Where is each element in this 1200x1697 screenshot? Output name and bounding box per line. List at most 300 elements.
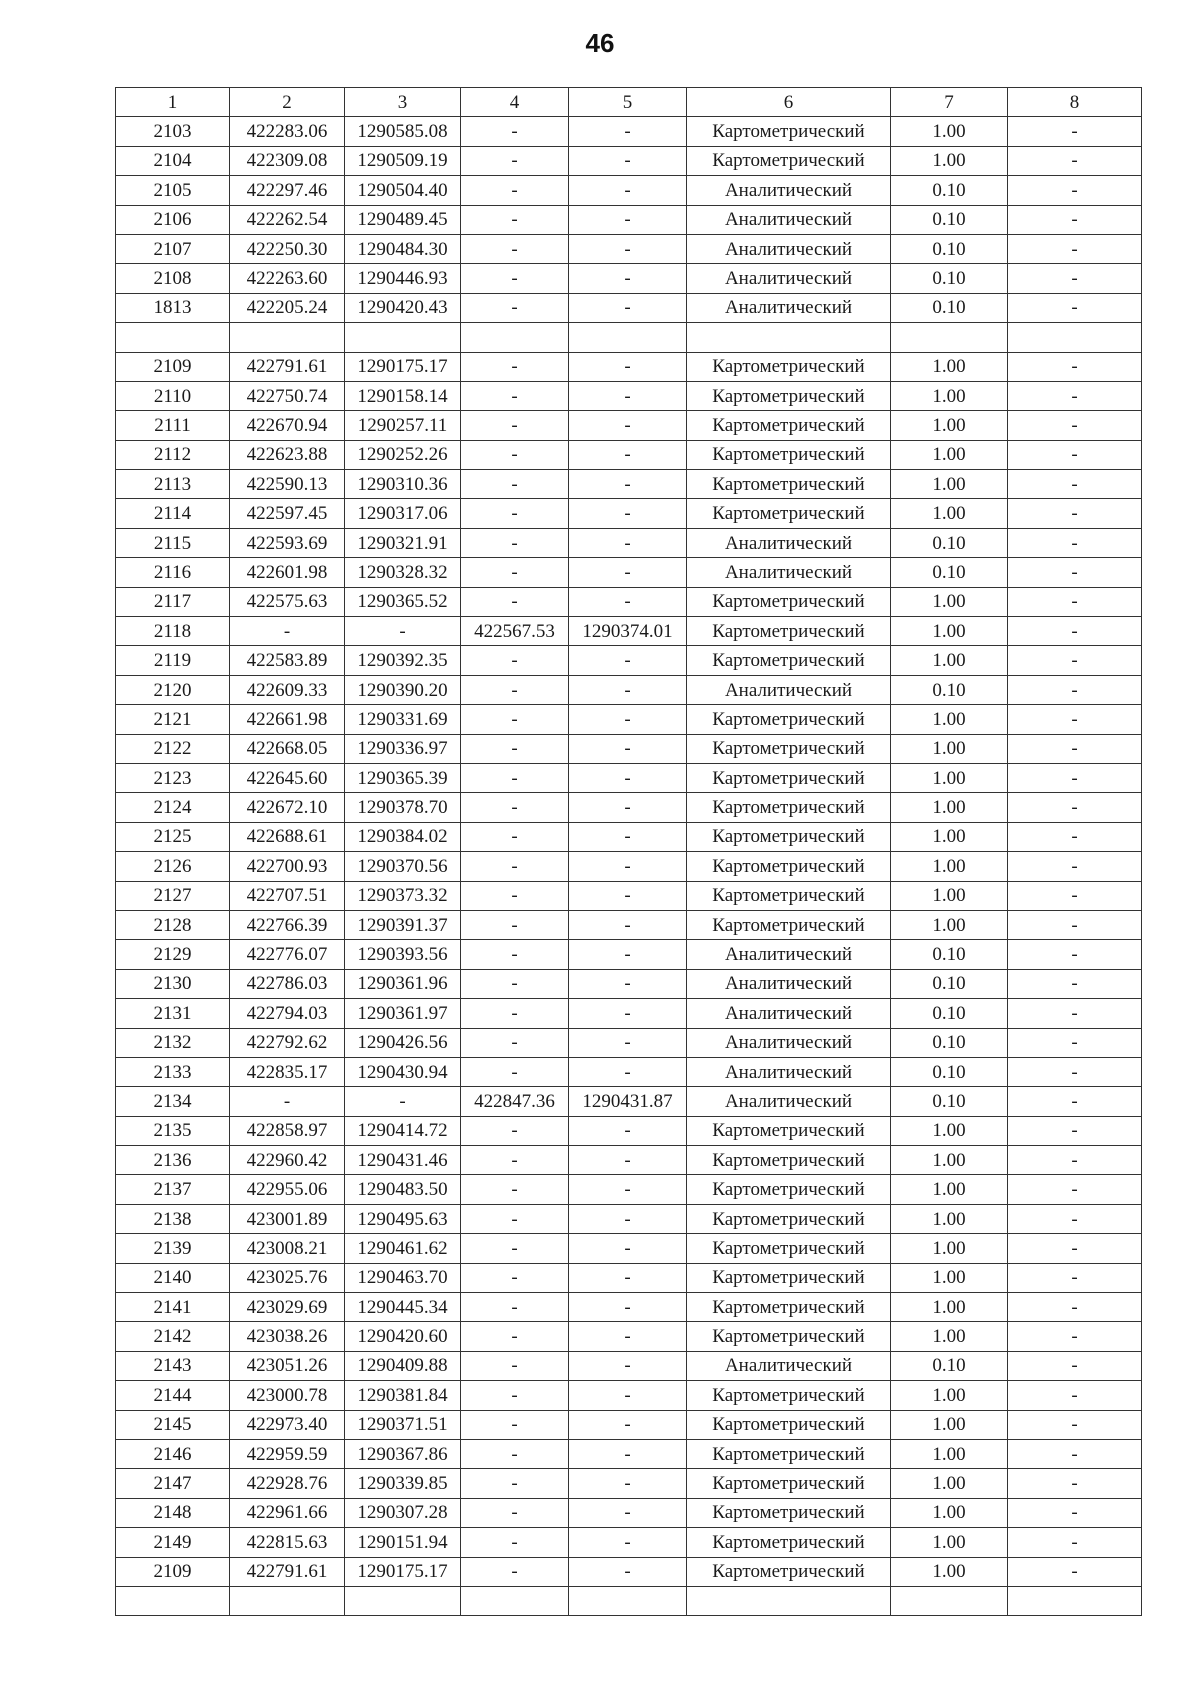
cell-x-coordinate-alt: - [461, 117, 569, 146]
cell-y-coordinate-alt: 1290431.87 [569, 1087, 687, 1116]
table-row [116, 587, 1142, 616]
cell-x-coordinate-alt: - [461, 1028, 569, 1057]
cell-method: Аналитический [687, 1028, 891, 1057]
cell-note: - [1008, 1116, 1142, 1145]
cell-y-coordinate-alt: - [569, 411, 687, 440]
cell-x-coordinate-alt: - [461, 205, 569, 234]
cell-x-coordinate: 422668.05 [230, 734, 345, 763]
cell-x-coordinate-alt: - [461, 705, 569, 734]
cell-y-coordinate-alt: - [569, 558, 687, 587]
cell-x-coordinate: 422623.88 [230, 440, 345, 469]
cell-x-coordinate-alt [461, 1586, 569, 1615]
cell-x-coordinate-alt: - [461, 852, 569, 881]
table-row [116, 675, 1142, 704]
cell-note: - [1008, 1381, 1142, 1410]
table-row [116, 1263, 1142, 1292]
cell-y-coordinate: 1290371.51 [345, 1410, 461, 1439]
cell-y-coordinate: 1290430.94 [345, 1057, 461, 1086]
cell-note: - [1008, 176, 1142, 205]
cell-point-number: 2116 [116, 558, 230, 587]
cell-x-coordinate-alt: - [461, 1175, 569, 1204]
cell-y-coordinate-alt: - [569, 1322, 687, 1351]
cell-point-number: 2119 [116, 646, 230, 675]
cell-method: Картометрический [687, 1293, 891, 1322]
cell-y-coordinate: 1290310.36 [345, 470, 461, 499]
cell-y-coordinate: 1290367.86 [345, 1439, 461, 1468]
table-body [116, 117, 1142, 1616]
cell-method: Аналитический [687, 940, 891, 969]
cell-accuracy: 0.10 [891, 1028, 1008, 1057]
table-row [116, 1028, 1142, 1057]
cell-x-coordinate: 422858.97 [230, 1116, 345, 1145]
cell-method: Аналитический [687, 1351, 891, 1380]
page-number: 46 [585, 28, 615, 58]
column-header: 2 [230, 88, 345, 117]
cell-y-coordinate-alt: - [569, 675, 687, 704]
cell-y-coordinate: 1290391.37 [345, 910, 461, 939]
cell-y-coordinate-alt: - [569, 440, 687, 469]
cell-x-coordinate: 422786.03 [230, 969, 345, 998]
cell-x-coordinate: 422597.45 [230, 499, 345, 528]
cell-note: - [1008, 940, 1142, 969]
cell-x-coordinate: 422960.42 [230, 1146, 345, 1175]
cell-accuracy: 0.10 [891, 1057, 1008, 1086]
cell-accuracy: 1.00 [891, 1381, 1008, 1410]
cell-note: - [1008, 793, 1142, 822]
cell-note: - [1008, 499, 1142, 528]
cell-x-coordinate-alt: - [461, 646, 569, 675]
cell-y-coordinate-alt: - [569, 1469, 687, 1498]
cell-y-coordinate-alt: - [569, 587, 687, 616]
cell-y-coordinate-alt: - [569, 499, 687, 528]
table-row [116, 1586, 1142, 1615]
table-row [116, 1469, 1142, 1498]
cell-note: - [1008, 558, 1142, 587]
table-row [116, 234, 1142, 263]
cell-note: - [1008, 1410, 1142, 1439]
cell-x-coordinate-alt: - [461, 1351, 569, 1380]
cell-point-number: 2109 [116, 352, 230, 381]
cell-method: Картометрический [687, 793, 891, 822]
cell-note: - [1008, 1204, 1142, 1233]
cell-y-coordinate-alt: - [569, 293, 687, 322]
table-row [116, 293, 1142, 322]
cell-accuracy: 0.10 [891, 558, 1008, 587]
cell-y-coordinate-alt: - [569, 1381, 687, 1410]
cell-y-coordinate: 1290378.70 [345, 793, 461, 822]
cell-y-coordinate: 1290426.56 [345, 1028, 461, 1057]
cell-note: - [1008, 1146, 1142, 1175]
table-row [116, 264, 1142, 293]
cell-method: Картометрический [687, 763, 891, 792]
cell-y-coordinate: 1290489.45 [345, 205, 461, 234]
cell-accuracy: 1.00 [891, 1469, 1008, 1498]
cell-x-coordinate: 422609.33 [230, 675, 345, 704]
cell-y-coordinate: 1290483.50 [345, 1175, 461, 1204]
cell-y-coordinate: 1290431.46 [345, 1146, 461, 1175]
cell-y-coordinate-alt: - [569, 176, 687, 205]
cell-method: Картометрический [687, 1410, 891, 1439]
table-row [116, 617, 1142, 646]
cell-y-coordinate-alt: - [569, 470, 687, 499]
table-row [116, 940, 1142, 969]
cell-method: Картометрический [687, 1204, 891, 1233]
table-row [116, 1410, 1142, 1439]
cell-y-coordinate: 1290384.02 [345, 822, 461, 851]
table-row [116, 1175, 1142, 1204]
table-row [116, 411, 1142, 440]
cell-y-coordinate-alt: - [569, 852, 687, 881]
cell-x-coordinate: 422593.69 [230, 528, 345, 557]
cell-note: - [1008, 910, 1142, 939]
cell-note: - [1008, 1498, 1142, 1527]
cell-accuracy: 1.00 [891, 705, 1008, 734]
cell-x-coordinate-alt: - [461, 1293, 569, 1322]
cell-point-number: 2109 [116, 1557, 230, 1586]
cell-method: Картометрический [687, 146, 891, 175]
table-row [116, 1498, 1142, 1527]
cell-y-coordinate-alt: - [569, 646, 687, 675]
cell-accuracy: 0.10 [891, 293, 1008, 322]
cell-y-coordinate: 1290461.62 [345, 1234, 461, 1263]
cell-method: Картометрический [687, 1116, 891, 1145]
cell-x-coordinate: 422973.40 [230, 1410, 345, 1439]
cell-x-coordinate: 422205.24 [230, 293, 345, 322]
cell-accuracy: 0.10 [891, 969, 1008, 998]
cell-x-coordinate: 423025.76 [230, 1263, 345, 1292]
cell-method: Аналитический [687, 999, 891, 1028]
cell-accuracy: 1.00 [891, 1322, 1008, 1351]
cell-x-coordinate-alt: - [461, 176, 569, 205]
cell-x-coordinate-alt: - [461, 1263, 569, 1292]
cell-point-number: 2131 [116, 999, 230, 1028]
cell-y-coordinate-alt: - [569, 705, 687, 734]
cell-x-coordinate: 422672.10 [230, 793, 345, 822]
cell-x-coordinate-alt: - [461, 264, 569, 293]
cell-accuracy: 0.10 [891, 1351, 1008, 1380]
cell-note: - [1008, 822, 1142, 851]
cell-note: - [1008, 881, 1142, 910]
cell-x-coordinate-alt: - [461, 1146, 569, 1175]
cell-x-coordinate: 422791.61 [230, 1557, 345, 1586]
cell-y-coordinate: 1290463.70 [345, 1263, 461, 1292]
cell-y-coordinate: 1290175.17 [345, 352, 461, 381]
cell-y-coordinate: 1290151.94 [345, 1528, 461, 1557]
cell-accuracy: 1.00 [891, 1234, 1008, 1263]
cell-x-coordinate: 423000.78 [230, 1381, 345, 1410]
cell-point-number: 2137 [116, 1175, 230, 1204]
cell-x-coordinate: 422590.13 [230, 470, 345, 499]
cell-x-coordinate-alt: - [461, 1439, 569, 1468]
cell-y-coordinate-alt: - [569, 1263, 687, 1292]
cell-accuracy: 1.00 [891, 440, 1008, 469]
cell-accuracy: 1.00 [891, 1204, 1008, 1233]
cell-point-number: 1813 [116, 293, 230, 322]
cell-method: Картометрический [687, 1322, 891, 1351]
cell-method: Картометрический [687, 822, 891, 851]
cell-x-coordinate: 422792.62 [230, 1028, 345, 1057]
cell-x-coordinate-alt: - [461, 146, 569, 175]
table-row [116, 1322, 1142, 1351]
cell-accuracy: 0.10 [891, 205, 1008, 234]
cell-x-coordinate-alt: - [461, 1410, 569, 1439]
cell-x-coordinate-alt: - [461, 440, 569, 469]
cell-y-coordinate-alt: - [569, 146, 687, 175]
cell-point-number: 2120 [116, 675, 230, 704]
cell-x-coordinate: 422262.54 [230, 205, 345, 234]
cell-method: Картометрический [687, 1263, 891, 1292]
cell-y-coordinate: 1290420.60 [345, 1322, 461, 1351]
cell-y-coordinate: - [345, 617, 461, 646]
cell-point-number: 2143 [116, 1351, 230, 1380]
cell-x-coordinate: 422688.61 [230, 822, 345, 851]
cell-x-coordinate-alt: - [461, 881, 569, 910]
cell-y-coordinate-alt: - [569, 1057, 687, 1086]
cell-y-coordinate-alt: - [569, 940, 687, 969]
cell-x-coordinate-alt: - [461, 734, 569, 763]
cell-point-number [116, 1586, 230, 1615]
cell-point-number: 2145 [116, 1410, 230, 1439]
cell-y-coordinate-alt: - [569, 1204, 687, 1233]
cell-y-coordinate: 1290365.39 [345, 763, 461, 792]
table-row [116, 1439, 1142, 1468]
cell-y-coordinate-alt: - [569, 1146, 687, 1175]
cell-note: - [1008, 1557, 1142, 1586]
cell-note: - [1008, 1057, 1142, 1086]
table-row [116, 969, 1142, 998]
cell-x-coordinate: 423001.89 [230, 1204, 345, 1233]
cell-accuracy: 1.00 [891, 852, 1008, 881]
cell-x-coordinate-alt: - [461, 763, 569, 792]
table-row [116, 705, 1142, 734]
cell-point-number: 2118 [116, 617, 230, 646]
cell-accuracy: 1.00 [891, 1263, 1008, 1292]
table-row [116, 352, 1142, 381]
cell-y-coordinate-alt: - [569, 1439, 687, 1468]
table-row [116, 499, 1142, 528]
cell-point-number: 2132 [116, 1028, 230, 1057]
cell-accuracy: 1.00 [891, 617, 1008, 646]
cell-x-coordinate-alt: - [461, 999, 569, 1028]
cell-x-coordinate: 422959.59 [230, 1439, 345, 1468]
cell-y-coordinate-alt: - [569, 528, 687, 557]
table-row [116, 763, 1142, 792]
cell-method: Картометрический [687, 1528, 891, 1557]
column-header: 5 [569, 88, 687, 117]
cell-note: - [1008, 470, 1142, 499]
cell-point-number: 2112 [116, 440, 230, 469]
cell-x-coordinate: 422309.08 [230, 146, 345, 175]
cell-point-number: 2103 [116, 117, 230, 146]
cell-point-number: 2106 [116, 205, 230, 234]
cell-note: - [1008, 1322, 1142, 1351]
cell-note: - [1008, 352, 1142, 381]
header-row [116, 88, 1142, 117]
cell-note: - [1008, 117, 1142, 146]
cell-y-coordinate: 1290365.52 [345, 587, 461, 616]
cell-method: Картометрический [687, 852, 891, 881]
cell-method: Картометрический [687, 1175, 891, 1204]
table-row [116, 910, 1142, 939]
table-row [116, 1204, 1142, 1233]
column-header: 1 [116, 88, 230, 117]
cell-point-number: 2122 [116, 734, 230, 763]
table-row [116, 734, 1142, 763]
table-row [116, 146, 1142, 175]
cell-method: Картометрический [687, 1439, 891, 1468]
table-row [116, 470, 1142, 499]
cell-y-coordinate-alt: - [569, 999, 687, 1028]
cell-x-coordinate: 422263.60 [230, 264, 345, 293]
cell-y-coordinate-alt: - [569, 381, 687, 410]
cell-x-coordinate-alt: - [461, 1116, 569, 1145]
cell-y-coordinate: 1290328.32 [345, 558, 461, 587]
cell-note: - [1008, 528, 1142, 557]
cell-y-coordinate-alt: - [569, 793, 687, 822]
cell-method [687, 1586, 891, 1615]
cell-y-coordinate: 1290307.28 [345, 1498, 461, 1527]
cell-accuracy: 1.00 [891, 1498, 1008, 1527]
cell-y-coordinate: 1290420.43 [345, 293, 461, 322]
cell-accuracy: 0.10 [891, 1087, 1008, 1116]
cell-accuracy: 1.00 [891, 734, 1008, 763]
cell-method: Аналитический [687, 176, 891, 205]
cell-accuracy: 0.10 [891, 528, 1008, 557]
cell-x-coordinate-alt: - [461, 940, 569, 969]
table-row [116, 793, 1142, 822]
cell-point-number: 2140 [116, 1263, 230, 1292]
cell-y-coordinate: 1290390.20 [345, 675, 461, 704]
cell-method: Картометрический [687, 381, 891, 410]
cell-x-coordinate: 422928.76 [230, 1469, 345, 1498]
cell-note: - [1008, 264, 1142, 293]
cell-note: - [1008, 587, 1142, 616]
cell-x-coordinate-alt: - [461, 675, 569, 704]
cell-point-number: 2110 [116, 381, 230, 410]
cell-y-coordinate-alt: - [569, 117, 687, 146]
cell-x-coordinate-alt: - [461, 558, 569, 587]
cell-accuracy: 1.00 [891, 411, 1008, 440]
table-row [116, 558, 1142, 587]
cell-point-number: 2141 [116, 1293, 230, 1322]
cell-method: Картометрический [687, 470, 891, 499]
cell-x-coordinate: 422700.93 [230, 852, 345, 881]
cell-x-coordinate-alt: 422567.53 [461, 617, 569, 646]
cell-y-coordinate: 1290158.14 [345, 381, 461, 410]
cell-note: - [1008, 1528, 1142, 1557]
cell-point-number: 2121 [116, 705, 230, 734]
cell-point-number: 2144 [116, 1381, 230, 1410]
cell-y-coordinate: 1290257.11 [345, 411, 461, 440]
cell-x-coordinate-alt: - [461, 234, 569, 263]
cell-x-coordinate-alt: - [461, 1234, 569, 1263]
cell-x-coordinate: 422791.61 [230, 352, 345, 381]
cell-x-coordinate: - [230, 617, 345, 646]
cell-note: - [1008, 411, 1142, 440]
cell-x-coordinate-alt: - [461, 381, 569, 410]
cell-method: Картометрический [687, 881, 891, 910]
cell-y-coordinate-alt: - [569, 1028, 687, 1057]
cell-accuracy [891, 1586, 1008, 1615]
cell-note: - [1008, 440, 1142, 469]
cell-accuracy: 1.00 [891, 881, 1008, 910]
cell-y-coordinate-alt: - [569, 881, 687, 910]
table-row [116, 1087, 1142, 1116]
cell-method: Картометрический [687, 910, 891, 939]
cell-accuracy: 1.00 [891, 1175, 1008, 1204]
cell-y-coordinate-alt: - [569, 264, 687, 293]
cell-point-number: 2147 [116, 1469, 230, 1498]
cell-x-coordinate: - [230, 1087, 345, 1116]
table-row [116, 440, 1142, 469]
cell-x-coordinate: 422750.74 [230, 381, 345, 410]
cell-note: - [1008, 293, 1142, 322]
cell-method: Картометрический [687, 1234, 891, 1263]
column-header: 6 [687, 88, 891, 117]
column-header: 3 [345, 88, 461, 117]
cell-accuracy: 0.10 [891, 234, 1008, 263]
cell-point-number: 2115 [116, 528, 230, 557]
table-row [116, 117, 1142, 146]
cell-point-number [116, 323, 230, 352]
cell-point-number: 2127 [116, 881, 230, 910]
cell-method: Картометрический [687, 1557, 891, 1586]
column-header: 4 [461, 88, 569, 117]
cell-method: Картометрический [687, 440, 891, 469]
cell-x-coordinate-alt: - [461, 822, 569, 851]
cell-point-number: 2124 [116, 793, 230, 822]
cell-note: - [1008, 1439, 1142, 1468]
cell-point-number: 2130 [116, 969, 230, 998]
cell-x-coordinate: 422670.94 [230, 411, 345, 440]
cell-x-coordinate-alt: - [461, 470, 569, 499]
cell-method: Картометрический [687, 646, 891, 675]
cell-point-number: 2125 [116, 822, 230, 851]
cell-note: - [1008, 675, 1142, 704]
cell-x-coordinate: 422645.60 [230, 763, 345, 792]
cell-method: Картометрический [687, 587, 891, 616]
cell-accuracy: 0.10 [891, 264, 1008, 293]
cell-method: Картометрический [687, 734, 891, 763]
cell-note: - [1008, 1028, 1142, 1057]
cell-accuracy: 1.00 [891, 1410, 1008, 1439]
cell-note: - [1008, 1469, 1142, 1498]
cell-y-coordinate-alt: - [569, 1498, 687, 1527]
cell-accuracy: 1.00 [891, 1528, 1008, 1557]
cell-x-coordinate: 422661.98 [230, 705, 345, 734]
cell-x-coordinate [230, 323, 345, 352]
cell-x-coordinate-alt: - [461, 969, 569, 998]
cell-point-number: 2105 [116, 176, 230, 205]
cell-accuracy: 1.00 [891, 1557, 1008, 1586]
cell-method: Аналитический [687, 205, 891, 234]
cell-method: Аналитический [687, 293, 891, 322]
cell-accuracy: 0.10 [891, 176, 1008, 205]
cell-accuracy: 1.00 [891, 470, 1008, 499]
cell-method: Картометрический [687, 1381, 891, 1410]
cell-y-coordinate: 1290585.08 [345, 117, 461, 146]
cell-y-coordinate: 1290446.93 [345, 264, 461, 293]
cell-accuracy: 0.10 [891, 999, 1008, 1028]
cell-y-coordinate: 1290445.34 [345, 1293, 461, 1322]
cell-method: Аналитический [687, 528, 891, 557]
table-row [116, 1234, 1142, 1263]
cell-x-coordinate-alt: - [461, 1498, 569, 1527]
table-row [116, 1146, 1142, 1175]
cell-method: Аналитический [687, 675, 891, 704]
cell-y-coordinate: 1290339.85 [345, 1469, 461, 1498]
cell-x-coordinate: 422961.66 [230, 1498, 345, 1527]
